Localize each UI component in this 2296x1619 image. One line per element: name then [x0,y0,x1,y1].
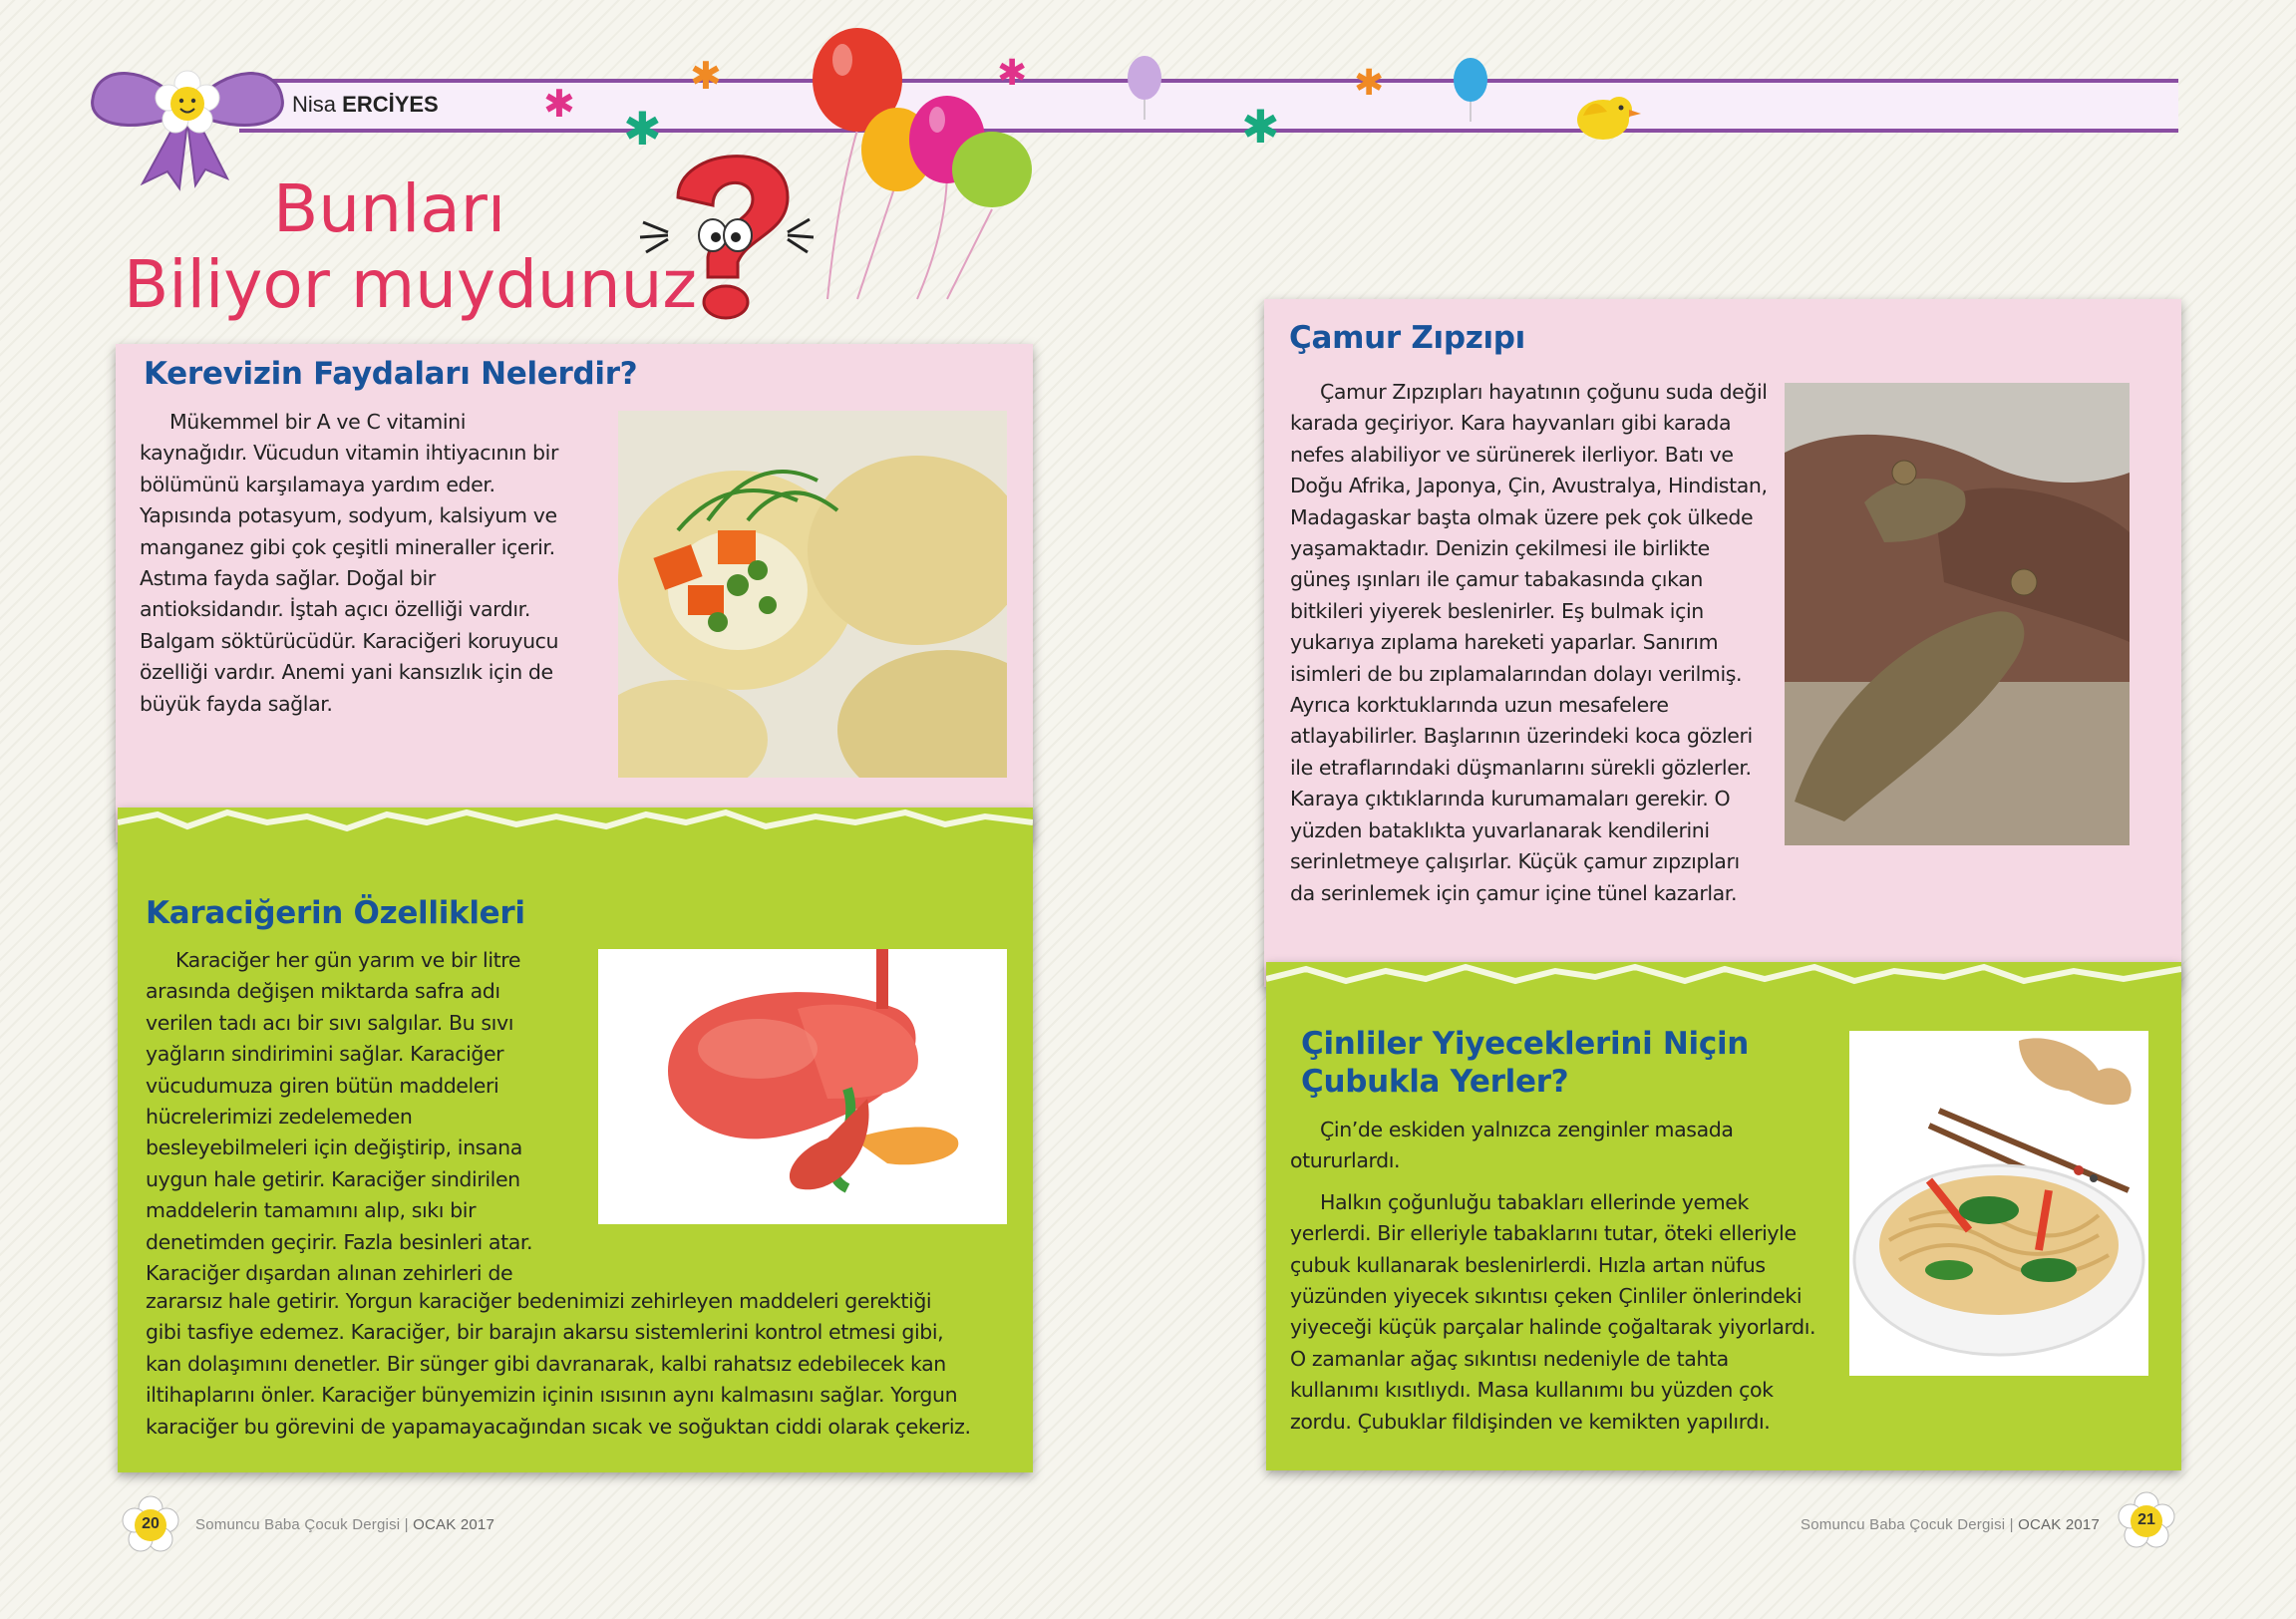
star-icon: ✱ [1354,62,1385,103]
page-title: Bunları Biliyor muydunuz [124,170,698,323]
torn-paper-edge [118,793,1033,852]
liver-photo [598,949,1007,1224]
star-icon: ✱ [1241,101,1280,153]
star-icon: ✱ [543,84,575,126]
bird-icon [1563,80,1643,150]
chopsticks-text: Çin’de eskiden yalnızca zenginler masada otururlardı. Halkın çoğunluğu tabakları ellerinde yemek yerlerdi. Bir elleriyle tabaklarını tutar, öteki elleriyle çubuk kullanarak beslenirlerdi. Hızla artan nüfus yüzünden yiyecek sıkıntısı çeken Çinliler önlerindeki yiyeceği küçük parçalar halinde çoğaltarak yiyorlardı. O zamanlar ağaç sıkıntısı nedeniyle de tahta kullanımı kısıtlıydı. Masa kullanımı bu yüzden çok zordu. Çubuklar fildişinden ve kemikten yapılırdı. [1290,1118,1816,1434]
left-page-number: 20 [142,1515,160,1532]
balloons-icon [798,20,1097,309]
liver-heading: Karaciğerin Özellikleri [146,895,525,931]
mudskipper-text: Çamur Zıpzıpları hayatının çoğunu suda değil karada geçiriyor. Kara hayvanları gibi karada nefes alabiliyor ve sürünerek ilerliyor. Batı ve Doğu Afrika, Japonya, Çin, Avustralya, Hindistan, Madagaskar başta olmak üzere pek çok ülkede yaşamaktadır. Denizin çekilmesi ile birlikte güneş ışınları ile çamur tabakasında çıkan bitkileri yiyerek beslenirler. Eş bulmak için yukarıya zıplama hareketi yaparlar. Sanırım isimleri de bu zıplamalarından dolayı verilmiş. Ayrıca korktuklarında uzun mesafelere atlayabilirler. Başlarının üzerindeki koca gözleri ile etraflarındaki düşmanlarını sürekli gözlerler. Karaya çıktıklarında kurumamaları gerekir. O yüzden bataklıkta yuvarlanarak kendilerini serinletmeye çalışırlar. Küçük çamur zıpzıpları da serinlemek için çamur içine tünel kazarlar. [1290,380,1768,905]
mudskipper-heading: Çamur Zıpzıpı [1289,320,1526,356]
liver-text-narrow: Karaciğer her gün yarım ve bir litre arasında değişen miktarda safra adı verilen tadı acı bir sıvı salgılar. Bu sıvı yağların sindirimini sağlar. Karaciğer vücudumuza giren bütün maddeleri hücrelerimizi zedelemeden besleyebilmeleri için değiştirip, insana uygun hale getirir. Karaciğer sindirilen maddelerin tamamını alıp, sıkı bir denetimden geçirir. Fazla besinleri atar. Karaciğer dışardan alınan zehirleri de [146,948,533,1286]
chopsticks-heading: Çinliler Yiyeceklerini Niçin Çubukla Yerler? [1301,1026,1750,1100]
header-ribbon [239,79,2178,133]
celery-heading: Kerevizin Faydaları Nelerdir? [144,356,638,392]
celery-text: Mükemmel bir A ve C vitamini kaynağıdır. Vücudun vitamin ihtiyacının bir bölümünü karşılamaya yardım eder. Yapısında potasyum, sodyum, kalsiyum ve manganez gibi çok çeşitli mineraller içerir. Astıma fayda sağlar. Doğal bir antioksidandır. İştah açıcı özelliği vardır. Balgam söktürücüdür. Karaciğeri koruyucu özelliği vardır. Anemi yani kansızlık için de büyük fayda sağlar. [140,410,559,716]
liver-text-wide: zararsız hale getirir. Yorgun karaciğer bedenimizi zehirleyen maddeleri gerektiği gibi tasfiye edemez. Karaciğer, bir barajın akarsu sistemlerini kontrol etmesi gibi, kan dolaşımını denetler. Bir sünger gibi davranarak, kalbi rahatsız edebilecek kan iltihaplarını önler. Karaciğer bünyemizin içinin ısısının aynı kalmasını sağlar. Yorgun karaciğer bu görevini de yapamayacağından sıcak ve soğuktan ciddi olarak çekeriz. [146,1289,971,1439]
star-icon: ✱ [997,52,1028,93]
torn-paper-edge [1266,947,2181,1007]
left-footer-text: Somuncu Baba Çocuk Dergisi | OCAK 2017 [195,1516,495,1533]
balloon-icon [1451,54,1490,124]
mudskipper-photo [1785,383,2130,845]
balloon-icon [1125,52,1164,122]
right-footer-text: Somuncu Baba Çocuk Dergisi | OCAK 2017 [1801,1516,2101,1533]
celery-dish-photo [618,411,1007,778]
author-name: Nisa ERCİYES [292,92,439,117]
noodles-photo [1849,1031,2148,1376]
star-icon: ✱ [690,56,722,98]
star-icon: ✱ [623,103,662,155]
right-page-number: 21 [2137,1511,2155,1528]
